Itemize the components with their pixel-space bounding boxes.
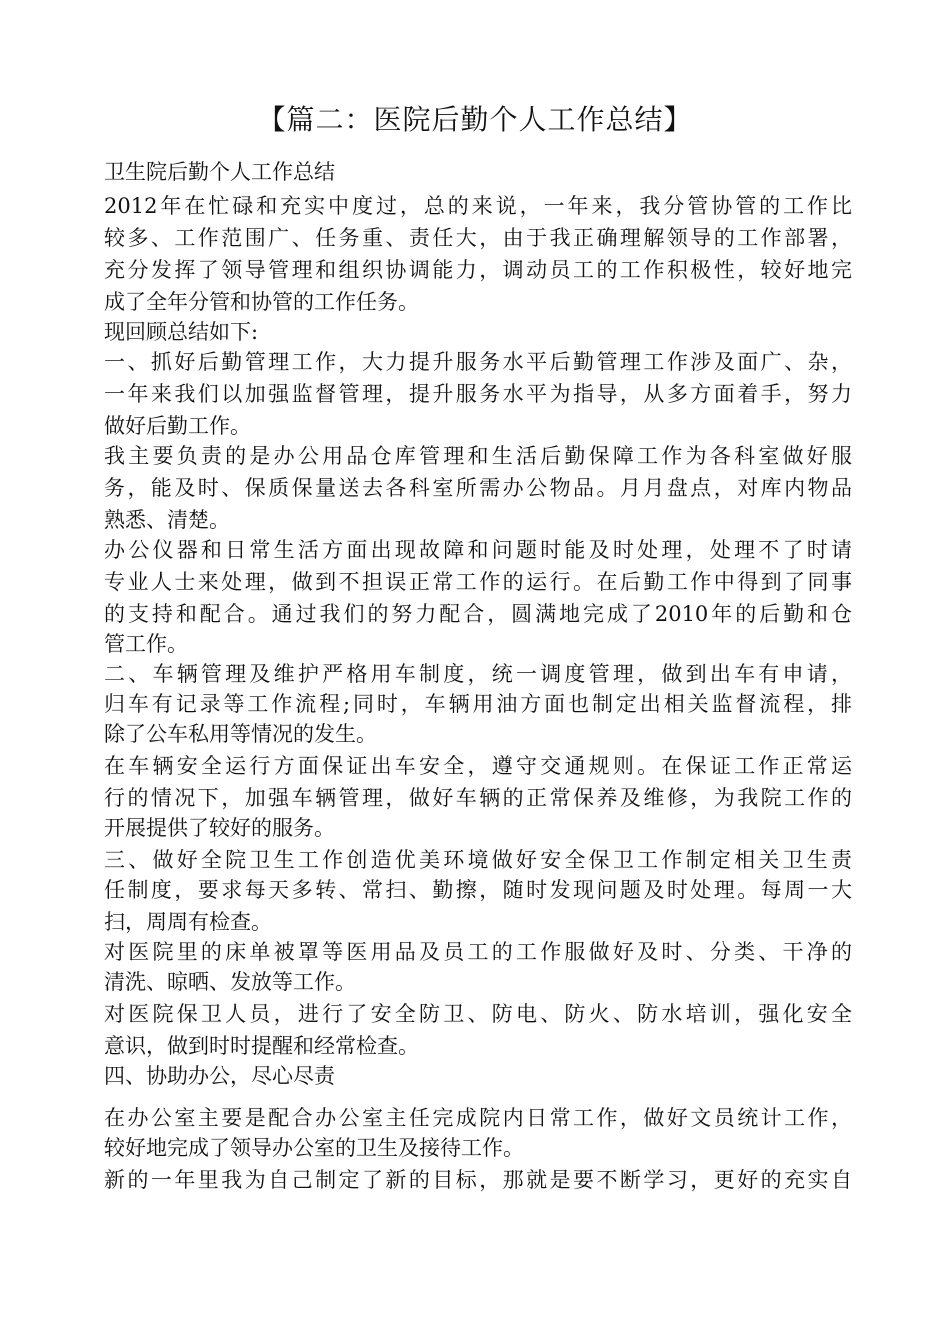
body-line: 充分发挥了领导管理和组织协调能力，调动员工的工作积极性，较好地完 [104,258,852,282]
body-line: 熟悉、清楚。 [104,508,230,532]
body-line: 除了公车私用等情况的发生。 [104,722,377,746]
body-line: 四、协助办公，尽心尽责 [104,1064,335,1088]
body-line: 新的一年里我为自己制定了新的目标，那就是要不断学习，更好的充实自 [104,1168,852,1192]
body-line: 一、抓好后勤管理工作，大力提升服务水平后勤管理工作涉及面广、杂， [104,350,852,374]
body-line: 管工作。 [104,632,188,656]
body-line: 卫生院后勤个人工作总结 [104,160,335,184]
body-line: 扫，周周有检查。 [104,910,272,934]
body-line: 开展提供了较好的服务。 [104,816,335,840]
body-line: 的支持和配合。通过我们的努力配合，圆满地完成了2010年的后勤和仓 [104,602,852,626]
body-line: 意识，做到时时提醒和经常检查。 [104,1034,419,1058]
page-title: 【篇二：医院后勤个人工作总结】 [257,103,693,136]
body-line: 做好后勤工作。 [104,414,251,438]
body-line: 在车辆安全运行方面保证出车安全，遵守交通规则。在保证工作正常运 [104,754,852,778]
body-line: 归车有记录等工作流程;同时，车辆用油方面也制定出相关监督流程，排 [104,692,852,716]
body-line: 较多、工作范围广、任务重、责任大，由于我正确理解领导的工作部署， [104,226,852,250]
body-line: 在办公室主要是配合办公室主任完成院内日常工作，做好文员统计工作， [104,1106,852,1130]
body-line: 清洗、晾晒、发放等工作。 [104,970,356,994]
body-line: 二、车辆管理及维护严格用车制度，统一调度管理，做到出车有申请， [104,662,852,686]
body-line: 一年来我们以加强监督管理，提升服务水平为指导，从多方面着手，努力 [104,382,852,406]
body-line: 任制度，要求每天多转、常扫、勤擦，随时发现问题及时处理。每周一大 [104,878,852,902]
body-line: 行的情况下，加强车辆管理，做好车辆的正常保养及维修，为我院工作的 [104,786,852,810]
body-line: 专业人士来处理，做到不担误正常工作的运行。在后勤工作中得到了同事 [104,570,852,594]
body-line: 对医院里的床单被罩等医用品及员工的工作服做好及时、分类、干净的 [104,940,852,964]
body-line: 较好地完成了领导办公室的卫生及接待工作。 [104,1136,524,1160]
body-line: 办公仪器和日常生活方面出现故障和问题时能及时处理，处理不了时请 [104,538,852,562]
body-line: 务，能及时、保质保量送去各科室所需办公物品。月月盘点，对库内物品 [104,476,852,500]
body-line: 我主要负责的是办公用品仓库管理和生活后勤保障工作为各科室做好服 [104,444,852,468]
body-line: 三、做好全院卫生工作创造优美环境做好安全保卫工作制定相关卫生责 [104,848,852,872]
body-line: 现回顾总结如下: [104,320,259,344]
body-line: 2012年在忙碌和充实中度过，总的来说，一年来，我分管协管的工作比 [104,194,852,218]
body-line: 成了全年分管和协管的工作任务。 [104,290,419,314]
body-line: 对医院保卫人员，进行了安全防卫、防电、防火、防水培训，强化安全 [104,1002,852,1026]
